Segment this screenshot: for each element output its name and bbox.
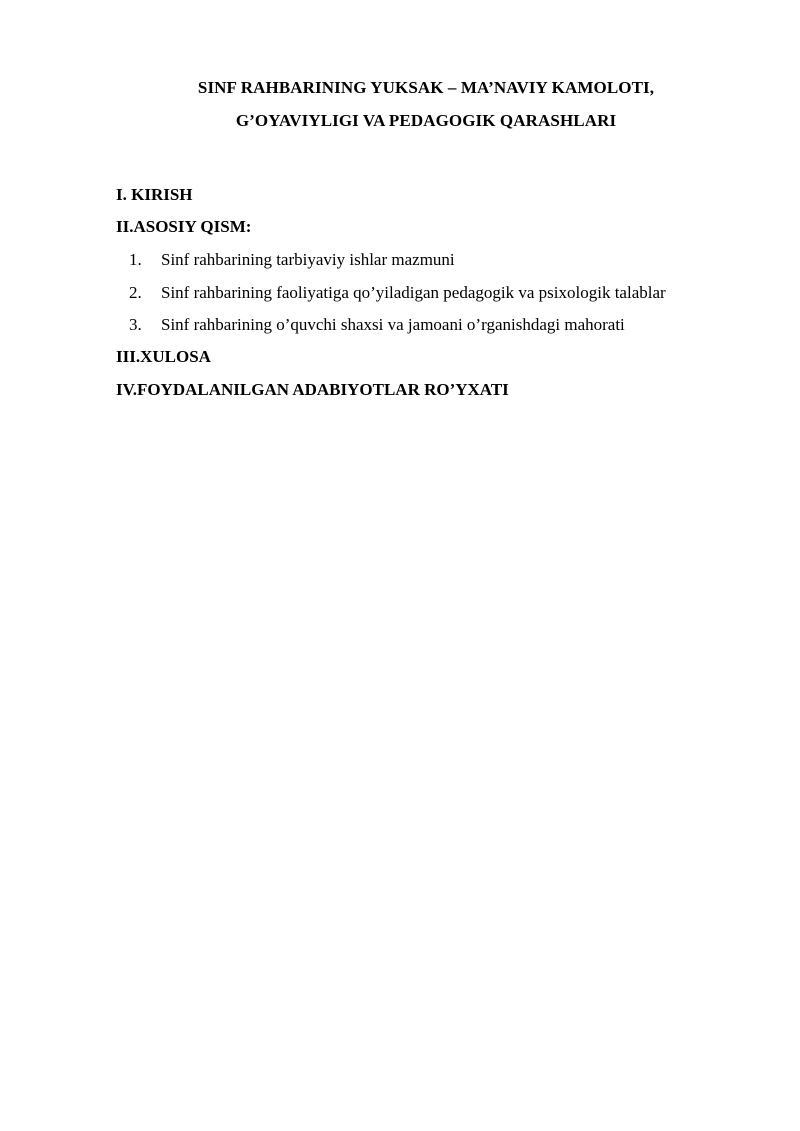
toc-item-number: 3. xyxy=(129,315,142,334)
toc-main-part: II.ASOSIY QISM: xyxy=(116,217,252,236)
toc-item-number: 1. xyxy=(129,250,142,269)
toc-references: IV.FOYDALANILGAN ADABIYOTLAR RO’YXATI xyxy=(116,380,509,399)
document-title-line-1: SINF RAHBARINING YUKSAK – MA’NAVIY KAMOLOTI, xyxy=(197,78,655,97)
toc-conclusion: III.XULOSA xyxy=(116,347,211,366)
toc-item-number: 2. xyxy=(129,283,142,302)
toc-list-item xyxy=(129,283,666,303)
document-title-line-2: G’OYAVIYLIGI VA PEDAGOGIK QARASHLARI xyxy=(235,111,617,130)
toc-item-text: Sinf rahbarining faoliyatiga qo’yiladigan pedagogik va psixologik talablar xyxy=(161,283,666,302)
toc-list-item xyxy=(129,315,625,335)
toc-list-item xyxy=(129,250,455,270)
toc-item-text: Sinf rahbarining tarbiyaviy ishlar mazmuni xyxy=(161,250,455,269)
toc-item-text: Sinf rahbarining o’quvchi shaxsi va jamoani o’rganishdagi mahorati xyxy=(161,315,625,334)
toc-intro: I. KIRISH xyxy=(116,185,193,204)
